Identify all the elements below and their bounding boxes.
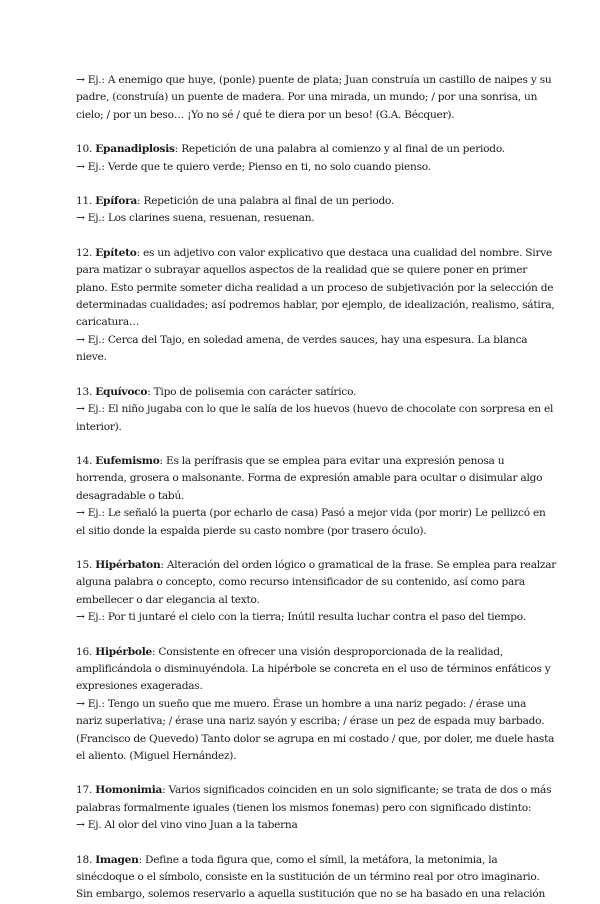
text-line: para matizar o subrayar aquellos aspectos de la realidad que se quiere poner en primer: [76, 264, 528, 277]
text-line: padre, (construía) un puente de madera. Por una mirada, un mundo; / por una sonrisa, un: [76, 91, 538, 104]
entry-heading-line: [76, 141, 528, 158]
entry-number: 12.: [76, 246, 96, 259]
figure-entry: [76, 384, 554, 436]
entry-number: 10.: [76, 143, 96, 156]
entry-heading-line: [76, 193, 528, 210]
entry-number: 17.: [76, 784, 96, 797]
entry-term: Hipérbole: [95, 645, 152, 658]
text-line: sinécdoque o el símbolo, consiste en la sustitución de un término real por otro imaginario.: [76, 871, 540, 884]
entry-heading-line: [76, 557, 557, 574]
text-line: nariz superlativa; / érase una nariz sayón y escriba; / érase un pez de espada muy barbado.: [76, 715, 545, 728]
entry-heading-line: [76, 644, 528, 661]
text-line: amplificándola o disminuyéndola. La hipérbole se concreta en el uso de términos enfáticos y: [76, 662, 551, 675]
example-line: → Ej.: Cerca del Tajo, en soledad amena, de verdes sauces, hay una espesura. La blanca: [76, 333, 528, 346]
example-line: → Ej.: Verde que te quiero verde; Pienso en ti, no solo cuando pienso.: [76, 160, 431, 173]
example-line: → Ej.: El niño jugaba con lo que le salía de los huevos (huevo de chocolate con sorpresa en el: [76, 403, 554, 416]
entry-definition: : Repetición de una palabra al comienzo y al final de un periodo.: [174, 143, 505, 156]
document-body: [76, 72, 557, 904]
entry-heading-line: [76, 782, 552, 799]
example-line: → Ej.: Los clarines suena, resuenan, resuenan.: [76, 212, 315, 225]
example-line: → Ej.: Por ti juntaré el cielo con la tierra; Inútil resulta luchar contra el paso del tiempo.: [76, 611, 526, 624]
text-line: embellecer o dar elegancia al texto.: [76, 593, 260, 606]
entry-heading-line: [76, 384, 528, 401]
text-line: determinadas cualidades; así podremos hablar, por ejemplo, de idealización, realismo, sátira,: [76, 299, 555, 312]
example-line: → Ej.: Tengo un sueño que me muero. Érase un hombre a una nariz pegado: / érase una: [76, 697, 527, 710]
entry-term: Epíteto: [95, 246, 137, 259]
example-paragraph: [76, 72, 552, 124]
entry-number: 15.: [76, 558, 96, 571]
text-line: cielo; / por un beso… ¡Yo no sé / qué te diera por un beso! (G.A. Bécquer).: [76, 108, 455, 121]
figure-entry: [76, 644, 555, 766]
entry-heading-line: [76, 453, 528, 470]
figure-entry: [76, 453, 546, 540]
entry-term: Homonimia: [95, 784, 163, 797]
text-line: el sitio donde la espalda pierde su casto nombre (por trasero óculo).: [76, 524, 427, 537]
text-line: (Francisco de Quevedo) Tanto dolor se agrupa en mi costado / que, por doler, me duele hasta: [76, 732, 555, 745]
text-line: caricatura…: [76, 316, 140, 329]
figure-entry: [76, 141, 528, 176]
entry-heading-line: [76, 852, 528, 869]
entry-number: 16.: [76, 645, 96, 658]
entry-definition: : Repetición de una palabra al final de un periodo.: [137, 195, 395, 208]
entry-definition: : Alteración del orden lógico o gramatical de la frase. Se emplea para realzar: [160, 558, 557, 571]
entry-definition: : Es la perífrasis que se emplea para evitar una expresión penosa u: [159, 454, 505, 467]
entry-number: 13.: [76, 385, 96, 398]
entry-number: 18.: [76, 853, 96, 866]
entry-term: Eufemismo: [95, 454, 160, 467]
text-line: interior).: [76, 420, 122, 433]
example-line: → Ej.: Le señaló la puerta (por echarlo de casa) Pasó a mejor vida (por morir) Le pellizcó en: [76, 507, 546, 520]
entry-number: 11.: [76, 195, 96, 208]
figure-entry: [76, 852, 546, 904]
example-line: → Ej.: A enemigo que huye, (ponle) puente de plata; Juan construía un castillo de naipes y su: [76, 74, 552, 86]
text-line: el aliento. (Miguel Hernández).: [76, 750, 237, 762]
entry-term: Hipérbaton: [95, 558, 161, 571]
figure-entry: [76, 782, 552, 834]
figure-entry: [76, 557, 557, 627]
entry-definition: : es un adjetivo con valor explicativo que destaca una cualidad del nombre. Sirve: [136, 246, 553, 259]
entry-definition: : Tipo de polisemia con carácter satírico.: [147, 385, 357, 398]
entry-definition: : Varios significados coinciden en un solo significante; se trata de dos o más: [162, 784, 552, 797]
entry-term: Epanadiplosis: [95, 143, 175, 156]
entry-heading-line: [76, 245, 553, 262]
entry-definition: : Define a toda figura que, como el símil, la metáfora, la metonimia, la: [138, 853, 498, 866]
text-line: desagradable o tabú.: [76, 489, 185, 502]
figure-entry: [76, 245, 555, 367]
text-line: nieve.: [76, 351, 107, 364]
figure-entry: [76, 193, 528, 228]
entry-number: 14.: [76, 454, 96, 467]
text-line: alguna palabra o concepto, como recurso intensificador de su contenido, así como para: [76, 576, 525, 589]
entry-term: Equívoco: [95, 385, 148, 398]
text-line: Sin embargo, solemos reservarlo a aquella sustitución que no se ha basado en una relación: [76, 888, 546, 901]
example-line: → Ej. Al olor del vino vino Juan a la taberna: [76, 819, 298, 832]
entry-term: Epífora: [95, 195, 138, 208]
entry-definition: : Consistente en ofrecer una visión desproporcionada de la realidad,: [151, 645, 503, 658]
text-line: plano. Esto permite someter dicha realidad a un proceso de subjetivación por la selección de: [76, 281, 554, 294]
text-line: horrenda, grosera o malsonante. Forma de expresión amable para ocultar o disimular algo: [76, 472, 543, 485]
entry-term: Imagen: [95, 853, 139, 866]
text-line: palabras formalmente iguales (tienen los mismos fonemas) pero con significado distinto:: [76, 801, 532, 814]
text-line: expresiones exageradas.: [76, 680, 203, 693]
